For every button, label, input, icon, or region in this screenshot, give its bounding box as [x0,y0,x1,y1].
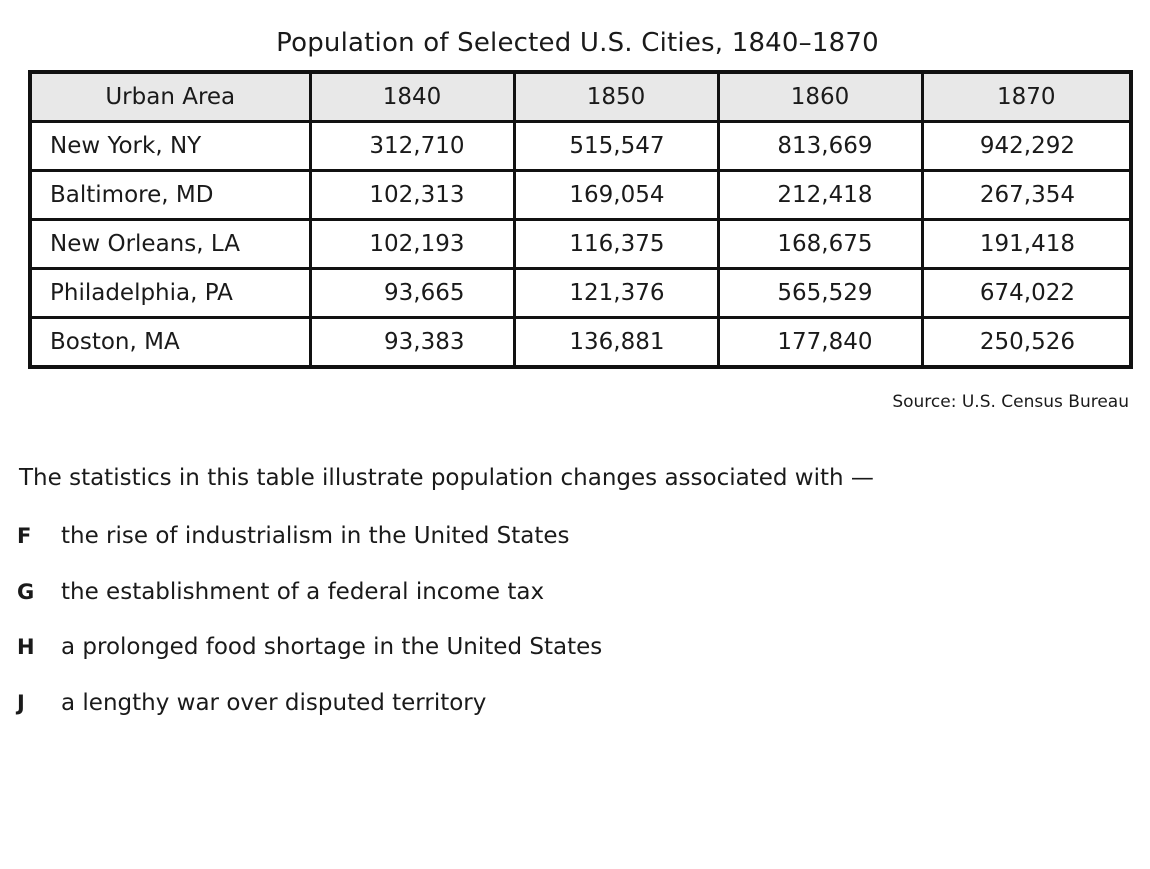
column-header: 1860 [718,72,922,122]
population-cell: 565,529 [718,269,922,318]
population-cell: 102,313 [310,171,514,220]
population-cell: 121,376 [514,269,718,318]
population-cell: 169,054 [514,171,718,220]
question-stem: The statistics in this table illustrate population changes associated with — [19,465,874,491]
population-cell: 136,881 [514,318,718,368]
table-row [30,220,1131,269]
population-table [28,70,1133,369]
choice-letter: G [17,579,35,604]
column-header: Urban Area [30,72,310,122]
table-row [30,171,1131,220]
choice-letter: H [17,635,35,659]
population-cell: 250,526 [922,318,1131,368]
column-header: 1870 [922,72,1131,122]
table-row [30,318,1131,368]
choice-text: the establishment of a federal income tax [61,578,545,605]
answer-choice-h[interactable] [17,634,602,690]
population-cell: 267,354 [922,171,1131,220]
choice-text: the rise of industrialism in the United States [61,523,570,549]
choice-letter: J [17,690,25,715]
table-header-row [30,72,1131,122]
city-cell: Boston, MA [30,318,310,368]
population-cell: 212,418 [718,171,922,220]
answer-choice-f[interactable] [17,523,602,579]
answer-choice-g[interactable] [17,579,602,635]
population-cell: 813,669 [718,122,922,171]
population-cell: 93,665 [310,269,514,318]
choice-text: a lengthy war over disputed territory [61,689,487,716]
population-cell: 116,375 [514,220,718,269]
table-title: Population of Selected U.S. Cities, 1840–1870 [276,28,879,58]
choice-letter: F [17,524,32,548]
answer-choices [17,523,602,745]
population-cell: 177,840 [718,318,922,368]
column-header: 1840 [310,72,514,122]
city-cell: New York, NY [30,122,310,171]
table-row [30,122,1131,171]
source-note: Source: U.S. Census Bureau [892,392,1129,412]
population-cell: 515,547 [514,122,718,171]
population-cell: 191,418 [922,220,1131,269]
table-row [30,269,1131,318]
city-cell: Baltimore, MD [30,171,310,220]
population-cell: 312,710 [310,122,514,171]
population-cell: 93,383 [310,318,514,368]
city-cell: New Orleans, LA [30,220,310,269]
choice-text: a prolonged food shortage in the United States [61,634,603,660]
answer-choice-j[interactable] [17,690,602,746]
column-header: 1850 [514,72,718,122]
population-cell: 674,022 [922,269,1131,318]
population-cell: 942,292 [922,122,1131,171]
city-cell: Philadelphia, PA [30,269,310,318]
population-cell: 102,193 [310,220,514,269]
population-cell: 168,675 [718,220,922,269]
